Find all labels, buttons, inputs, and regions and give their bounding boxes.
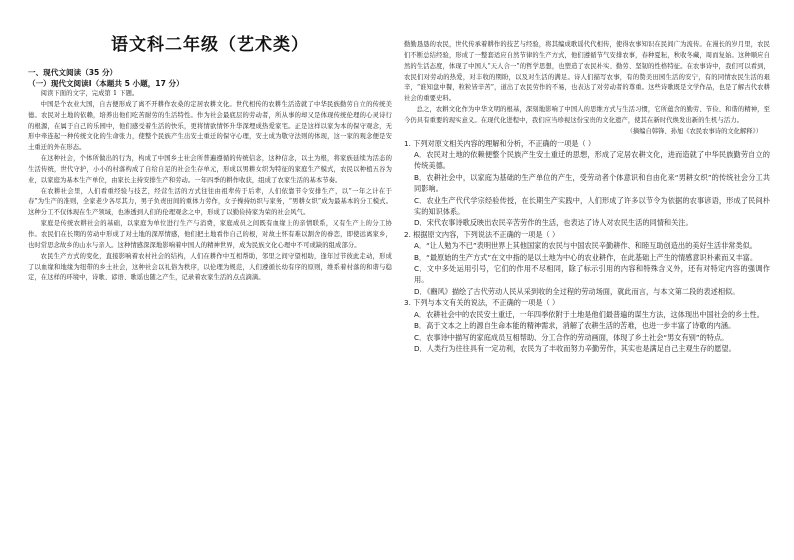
option-a: A．“让人勉为不已”表明世界上其他国家的农民与中国农民辛勤耕作、和睦互助创造出的美好生活非常类似。 (414, 241, 757, 251)
right-column (404, 0, 770, 354)
question-2 (404, 229, 770, 297)
option-b: B．农耕社会中，以家庭为基础的生产单位的产生，受劳动者个体意识和自由化来“男耕女织”的传统社会分工共同影响。 (414, 172, 770, 194)
option-d: D．人类行为往往具有一定功利，农民为了丰收而努力辛勤劳作，其实也是满足自己主观生存的愿望。 (414, 343, 736, 353)
passage-paragraph: 家庭是传统农耕社会的基础，以家庭为单位进行生产与消费，家庭成员之间既有血缘上的亲情联系，又有生产上的分工协作。农民们在长期的劳动中形成了对土地的深厚情感，他们把土地看作自己的根，对故土怀有难以割舍的眷恋，即使远离家乡，也时常思念故乡的山水与亲人。这种情感深深地影响着中国人的精神世界，成为民族文化心理中不可或缺的组成部分。 (28, 220, 392, 249)
source-citation: （摘编自韩锋、孙旭《农民农事诗的文化解释》） (626, 127, 762, 135)
question-stem: 2. 根据原文内容，下列说法不正确的一项是（ ） (404, 229, 560, 239)
passage-continued (404, 40, 770, 127)
passage-paragraph: 勤勤恳恳的农民，世代传承着耕作的技艺与经验，将其编成歌谣代代相传，使得农事知识在民间广为流传。在漫长的岁月里，农民们不断总结经验，形成了一整套适应自然节律的生产方式，他们遵循节气安排农事，春种夏耘，秋收冬藏，周而复始。这种顺应自然的生活态度，体现了中国人“天人合一”的哲学思想，也塑造了农民朴实、勤劳、坚韧的性格特征。在农事诗中，我们可以看到，农民们对劳动的热爱，对丰收的期盼，以及对生活的满足。诗人们描写农事，有的赞美田园生活的安宁，有的同情农民生活的艰辛，“谁知盘中餐，粒粒皆辛苦”，道出了农民劳作的不易，也表达了对劳动者的尊重。这些诗歌既是文学作品，也是了解古代农耕社会的重要史料。 (404, 41, 770, 103)
subsection-heading: （一）现代文阅读Ⅰ（本题共 5 小题，17 分） (28, 79, 184, 88)
question-stem: 1. 下列对原文相关内容的理解和分析，不正确的一项是（ ） (404, 138, 596, 148)
option-c: C．农事诗中描写的家庭成员互相帮助、分工合作的劳动画面，体现了乡土社会“男女有别”的特点。 (414, 332, 729, 342)
option-c: C．文中多处运用引号，它们的作用不尽相同，除了标示引用的内容和特殊含义外，还有对特定内容的强调作用。 (414, 264, 770, 285)
left-column (28, 0, 392, 284)
question-3 (404, 297, 770, 354)
passage-paragraph: 中国是个农业大国，自古便形成了离不开耕作农桑的定居农耕文化。世代相传的农耕生活造就了中华民族勤劳自立的传统美德。农民对土地的依赖，培养出他们吃苦耐劳的生活特性。作为社会最底层的劳动者，所从事的却又是体现传统伦理的心灵诗行的根源，在属于自己的乐园中，他们感受着生活的快乐，更将情欲情怀升华深埋成热爱家宅。正是这样以家为本的保守观念，无形中牵连起一种传统文化的生命张力，使整个民族产生出安土重迁的保守心理，安土成为敬守法则的体现，这一家的观念便是安土重迁的外在形态。 (28, 100, 392, 152)
option-a: A．农民对土地的依赖便整个民族产生安土重迁的思想，形成了定居农耕文化，进而造就了中华民族勤劳自立的传统美德。 (414, 150, 770, 171)
section-heading: 一、现代文阅读（35 分） (28, 68, 118, 77)
passage-paragraph: 农民生产方式的变化，直接影响着农村社会的结构，人们在耕作中互相帮助，邻里之间守望相助，逢年过节彼此走动，形成了以血缘和地缘为纽带的乡土社会，这种社会以礼俗为秩序，以伦理为规范，人们遵循长幼有序的原则，维系着村落的和谐与稳定，在这样的环境中，诗歌、谚语、歌谣也随之产生，记录着农家生活的点点滴滴。 (28, 252, 392, 282)
option-a: A．农耕社会中的农民安土重迁，一年四季依附于土地是他们最普遍的谋生方法，这体现出中国社会的乡土性。 (414, 309, 764, 319)
question-stem: 3. 下列与本文有关的说法，不正确的一项是（ ） (404, 298, 560, 308)
page-title: 语文科二年级（艺术类） (111, 35, 309, 55)
passage-paragraph: 总之，农耕文化作为中华文明的根基，深刻地影响了中国人的思维方式与生活习惯，它所蕴含的勤劳、节俭、和谐的精神，至今仍具有重要的现实意义。在现代化进程中，我们应当珍视这份宝贵的文化遗产，使其在新时代焕发出新的生机与活力。 (404, 106, 770, 124)
option-c: C．农业生产代代学宗经验传授，在长期生产实践中，人们形成了许多以节令为依据的农事谚语，形成了民间朴实的知识体系。 (414, 195, 770, 217)
question-1 (404, 138, 770, 229)
passage-paragraph: 在农耕社会里，人们看重经验与技艺，经营生活的方式往往由祖辈传于后辈，人们依靠节令安排生产，以“一年之计在于春”为生产的准则，全家老少各尽其力，男子负责田间的重体力劳作，女子操持纺织与家务，“男耕女织”成为最基本的分工模式。这种分工不仅体现在生产领域，也渗透到人们的伦理观念之中，形成了以勤俭持家为荣的社会风气。 (28, 187, 392, 217)
passage-paragraph: 在这种社会，个体所做出的行为，构成了中国乡土社会所普遍遵循的传统信念，这种信念，以土为根，将家族延续为活态的生活传统，世代守护，小小的村落构成了自给自足的社会生存单元，形成以男耕女织为特征的家庭生产模式，农民以种植五谷为业，以家庭为基本生产单位，由家长主持安排生产和劳动。一年四季的耕作收获，组成了农家生活的基本节奏。 (28, 155, 392, 184)
option-b: B．“最原始的生产方式”在文中指的是以土地为中心的农业耕作，在此基础上产生的情感意识朴素而又丰富。 (414, 252, 758, 262)
option-d: D．《豳风》描绘了古代劳动人民从采到收的全过程的劳动场面，就此而言，与本文第二段的表述相似。 (414, 286, 740, 296)
option-d: D．宋代农事诗歌反映出农民辛苦劳作的生活，也表达了诗人对农民生活的同情和关注。 (414, 218, 693, 228)
instruction-text: 阅读下面的文字，完成第 1 下题。 (40, 90, 139, 97)
option-b: B．高于文本之上的源自生命本能的精神需求，消解了农耕生活的苦难，也进一步丰富了诗歌的内涵。 (414, 321, 736, 331)
